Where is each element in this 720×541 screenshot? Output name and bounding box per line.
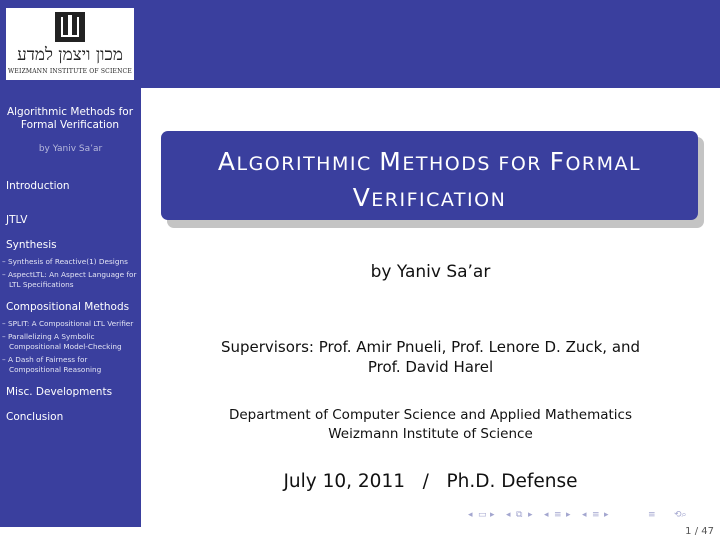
- sidebar-subitem-parallelizing[interactable]: [2, 332, 138, 352]
- title-word: ERIFICATION: [371, 189, 507, 211]
- sidebar-subitem-label: LTL Specifications: [9, 280, 74, 289]
- logo-hebrew-text: מכון ויצמן למדע: [17, 45, 123, 65]
- sidebar-author[interactable]: by Yaniv Sa’ar: [38, 144, 103, 154]
- header-bar: [141, 0, 720, 88]
- sidebar-item-conclusion[interactable]: Conclusion: [6, 411, 64, 423]
- nav-right-icon[interactable]: ▸: [490, 510, 495, 520]
- frame-icon[interactable]: ▭: [478, 510, 487, 520]
- department: [141, 406, 720, 444]
- sidebar-subitem-label: Compositional Reasoning: [9, 365, 102, 374]
- sidebar-subitem-label: – Parallelizing A Symbolic: [2, 332, 95, 341]
- department-line1: Department of Computer Science and Applied Mathematics: [228, 407, 633, 423]
- search-icon[interactable]: ⟲⌕: [674, 510, 687, 520]
- nav-left-icon[interactable]: ◂: [582, 510, 587, 520]
- nav-left-icon[interactable]: ◂: [544, 510, 549, 520]
- date-occasion: July 10, 2011 / Ph.D. Defense: [283, 471, 578, 492]
- title-word: ORMAL: [565, 153, 642, 175]
- nav-right-icon[interactable]: ▸: [528, 510, 533, 520]
- author-byline: by Yaniv Sa’ar: [370, 262, 491, 282]
- slide-icon[interactable]: ≡: [592, 510, 600, 520]
- supervisors-line1: Supervisors: Prof. Amir Pnueli, Prof. Lenore D. Zuck, and: [220, 338, 641, 356]
- nav-left-icon[interactable]: ◂: [506, 510, 511, 520]
- title-char: A: [217, 147, 237, 176]
- sidebar-subitem-label: – AspectLTL: An Aspect Language for: [2, 270, 137, 279]
- page-indicator: 1 / 47: [685, 526, 714, 537]
- sidebar-title-line1[interactable]: Algorithmic Methods for: [6, 106, 134, 118]
- sidebar-subitem-label: – A Dash of Fairness for: [2, 355, 88, 364]
- sidebar-item-jtlv[interactable]: JTLV: [6, 214, 28, 226]
- title-word: ETHODS FOR: [402, 153, 550, 175]
- sidebar-subitem-label: Compositional Model-Checking: [9, 342, 122, 351]
- beamer-navigation: [468, 509, 708, 523]
- nav-right-icon[interactable]: ▸: [604, 510, 609, 520]
- emblem-icon: [55, 12, 85, 42]
- department-line2: Weizmann Institute of Science: [328, 426, 533, 442]
- title-char: V: [352, 183, 372, 212]
- slide-title: [161, 145, 698, 217]
- sidebar: [0, 0, 141, 527]
- nav-left-icon[interactable]: ◂: [468, 510, 473, 520]
- sidebar-title-line2[interactable]: Formal Verification: [20, 119, 120, 131]
- title-char: M: [379, 147, 403, 176]
- title-word: LGORITHMIC: [236, 153, 380, 175]
- supervisors-line2: Prof. David Harel: [367, 358, 494, 376]
- sidebar-item-synthesis[interactable]: Synthesis: [6, 239, 57, 251]
- sidebar-subitem-reactive1[interactable]: [2, 257, 138, 267]
- sidebar-item-compositional-methods[interactable]: Compositional Methods: [6, 301, 130, 313]
- title-block: [161, 131, 698, 220]
- sidebar-subitem-label: – Synthesis of Reactive(1) Designs: [2, 257, 128, 266]
- title-char: F: [549, 147, 566, 176]
- section-icon[interactable]: ≡: [554, 510, 562, 520]
- sidebar-subitem-aspectltl[interactable]: [2, 270, 138, 290]
- subsection-icon[interactable]: ⧉: [516, 510, 523, 520]
- supervisors: [141, 337, 720, 377]
- logo-english-text: WEIZMANN INSTITUTE OF SCIENCE: [8, 68, 132, 75]
- institute-logo: [6, 8, 134, 80]
- sidebar-subitem-label: – SPLIT: A Compositional LTL Verifier: [2, 319, 134, 328]
- sidebar-subitem-split[interactable]: [2, 319, 138, 329]
- sidebar-subitem-fairness[interactable]: [2, 355, 138, 375]
- sidebar-item-misc-developments[interactable]: Misc. Developments: [6, 386, 113, 398]
- align-icon[interactable]: ≡: [648, 510, 656, 520]
- sidebar-item-introduction[interactable]: Introduction: [6, 180, 70, 192]
- nav-right-icon[interactable]: ▸: [566, 510, 571, 520]
